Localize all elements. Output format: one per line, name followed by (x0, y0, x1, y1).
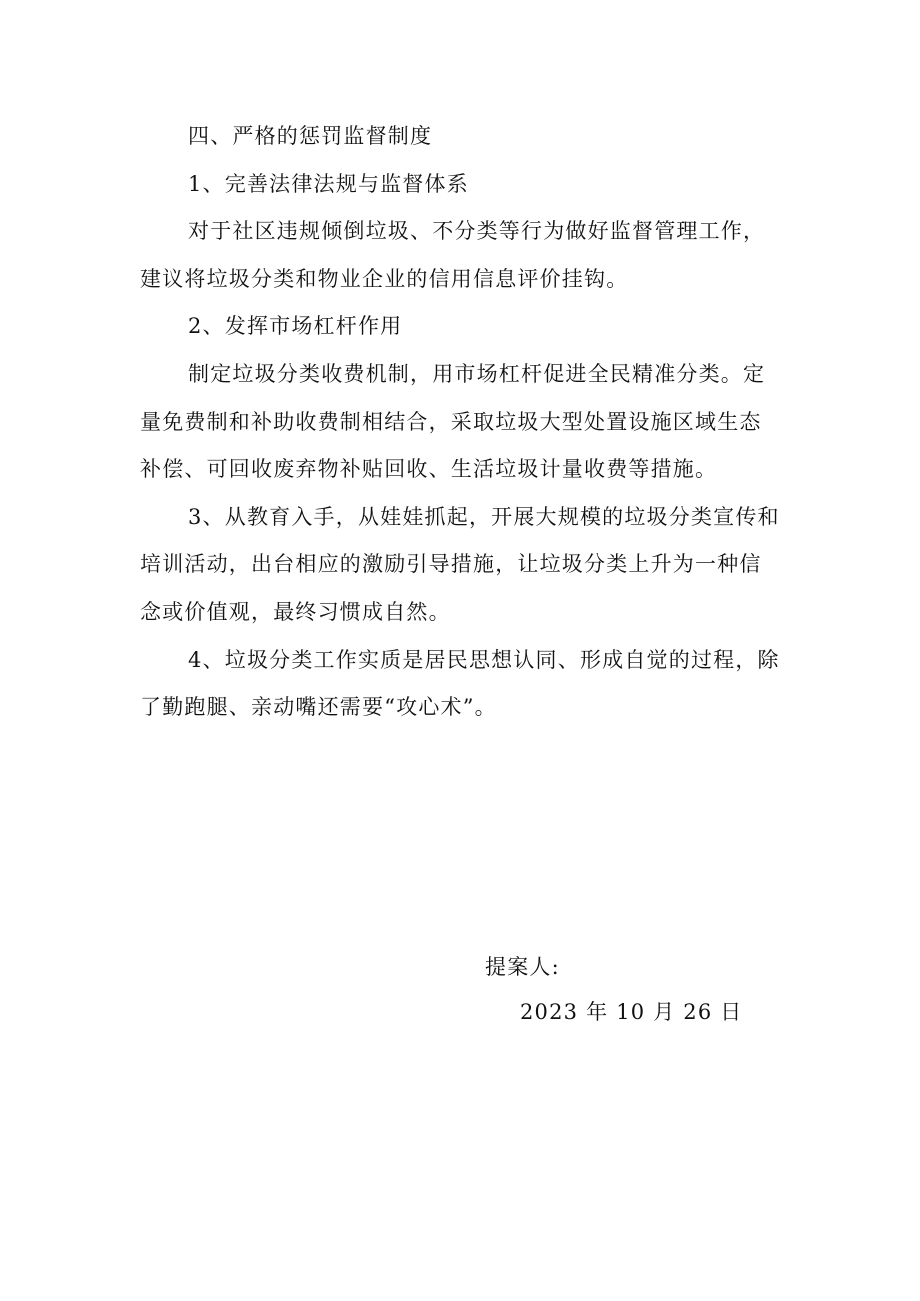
item4-paragraph: 4、垃圾分类工作实质是居民思想认同、形成自觉的过程，除了勤跑腿、亲动嘴还需要“攻心术”。 (140, 647, 780, 720)
signature-date: 2023 年 10 月 26 日 (520, 1000, 743, 1024)
proposer-label: 提案人: (485, 955, 560, 979)
document-body (140, 113, 780, 732)
item2-paragraph: 制定垃圾分类收费机制，用市场杠杆促进全民精准分类。定量免费制和补助收费制相结合，采取垃圾大型处置设施区域生态补偿、可回收废弃物补贴回收、生活垃圾计量收费等措施。 (140, 361, 766, 482)
item1-heading: 1、完善法律法规与监督体系 (188, 171, 469, 196)
item1-paragraph: 对于社区违规倾倒垃圾、不分类等行为做好监督管理工作，建议将垃圾分类和物业企业的信用信息评价挂钩。 (140, 219, 766, 291)
item2-heading: 2、发挥市场杠杆作用 (188, 314, 403, 339)
section-heading: 四、严格的惩罚监督制度 (188, 124, 433, 148)
item3-paragraph: 3、从教育入手，从娃娃抓起，开展大规模的垃圾分类宣传和培训活动，出台相应的激励引导措施，让垃圾分类上升为一种信念或价值观，最终习惯成自然。 (140, 504, 780, 624)
